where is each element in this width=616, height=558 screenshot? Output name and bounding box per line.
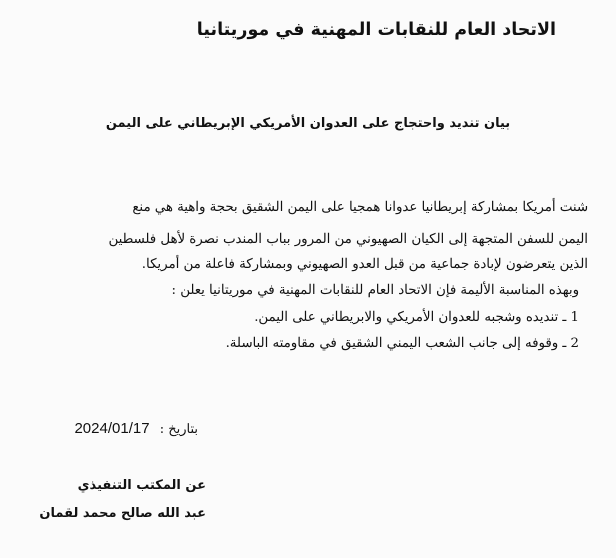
paragraph-line: الذين يتعرضون لإبادة جماعية من قبل العدو الصهيوني وبمشاركة فاعلة من أمريكا. xyxy=(141,257,588,272)
date-label: بتاريخ : xyxy=(159,422,198,437)
list-item-2: 2 ـ وقوفه إلى جانب الشعب اليمني الشقيق في مقاومته الباسلة. xyxy=(225,336,579,351)
signature-office: عن المكتب التنفيذي xyxy=(77,478,206,493)
date-value: 2024/01/17 xyxy=(74,420,150,437)
paragraph-line: شنت أمريكا بمشاركة إبريطانيا عدوانا همجيا على اليمن الشقيق بحجة واهية هي منع xyxy=(132,200,588,215)
signature-name: عبد الله صالح محمد لقمان xyxy=(39,506,206,521)
list-item-1: 1 ـ تنديده وشجبه للعدوان الأمريكي والابريطاني على اليمن. xyxy=(254,310,579,325)
letterhead-organization: الاتحاد العام للنقابات المهنية في موريتانيا xyxy=(196,20,556,40)
statement-title: بيان تنديد واحتجاج على العدوان الأمريكي الإبريطاني على اليمن xyxy=(105,116,511,131)
date-row xyxy=(74,420,198,437)
paragraph-line: اليمن للسفن المتجهة إلى الكيان الصهيوني من المرور بباب المندب نصرة لأهل فلسطين xyxy=(108,232,588,247)
paragraph-line: وبهذه المناسبة الأليمة فإن الاتحاد العام للنقابات المهنية في موريتانيا يعلن : xyxy=(171,283,579,298)
